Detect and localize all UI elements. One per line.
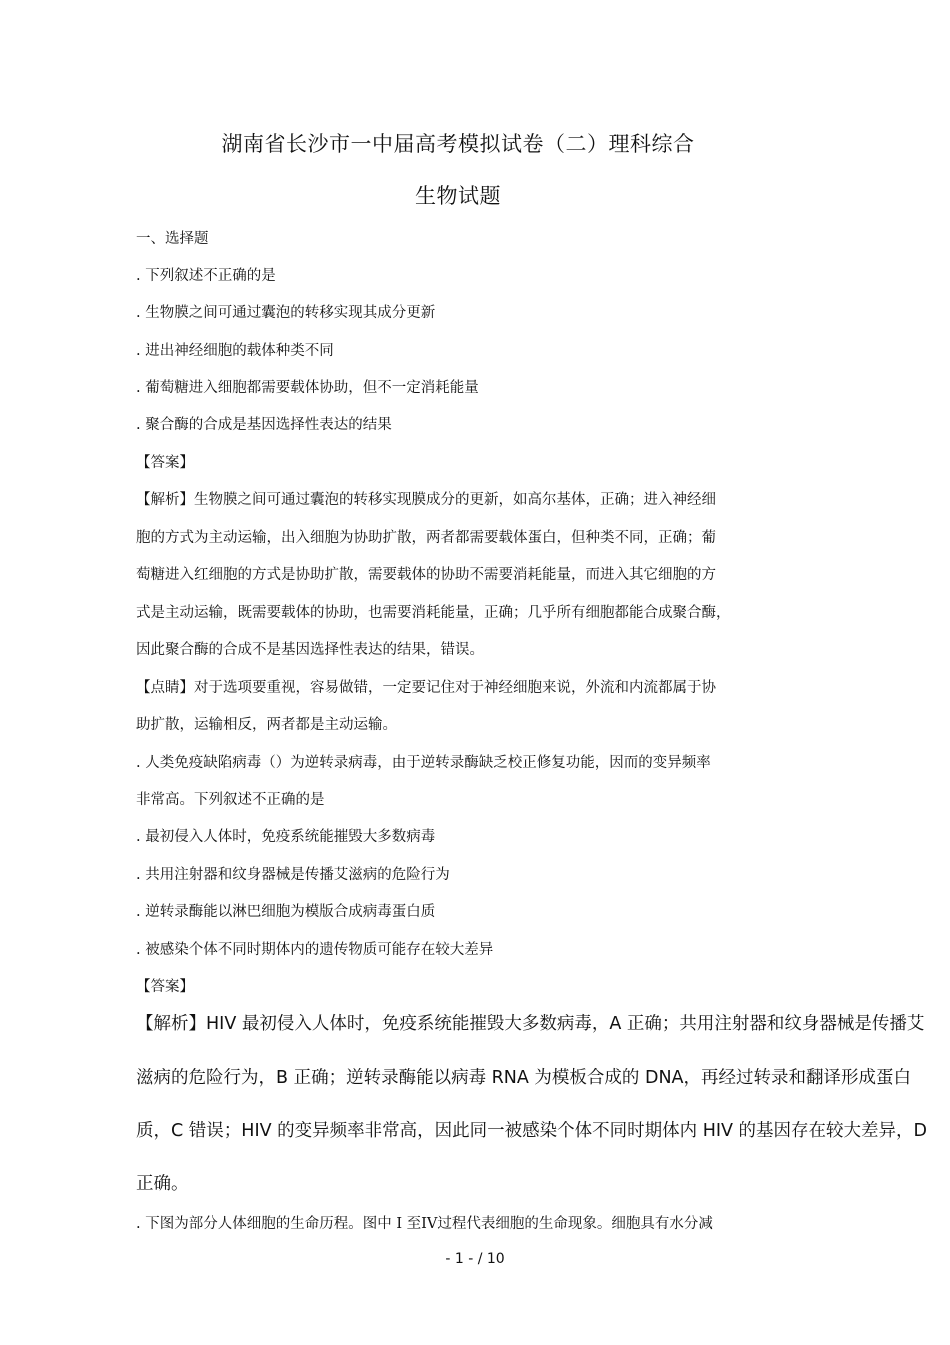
question-3-stem: . 下图为部分人体细胞的生命历程。图中 I 至IV过程代表细胞的生命现象。细胞具有水分减 [136, 1216, 713, 1232]
question-1-analysis: 【解析】生物膜之间可通过囊泡的转移实现膜成分的更新，如高尔基体，正确；进入神经细 [136, 492, 716, 508]
question-1-answer-label: 【答案】 [136, 455, 194, 471]
question-1-tip: 【点睛】对于选项要重视，容易做错，一定要记住对于神经细胞来说，外流和内流都属于协 [136, 680, 716, 696]
question-2-option: . 逆转录酶能以淋巴细胞为模版合成病毒蛋白质 [136, 904, 436, 920]
question-1-stem: . 下列叙述不正确的是 [136, 268, 276, 284]
question-1-option: . 葡萄糖进入细胞都需要载体协助，但不一定消耗能量 [136, 380, 479, 396]
question-1-option: . 进出神经细胞的载体种类不同 [136, 343, 334, 359]
question-1-option: . 生物膜之间可通过囊泡的转移实现其成分更新 [136, 305, 436, 321]
question-2-stem: 非常高。下列叙述不正确的是 [136, 792, 325, 808]
question-2-answer-label: 【答案】 [136, 979, 194, 995]
question-2-analysis: 【解析】HIV 最初侵入人体时，免疫系统能摧毁大多数病毒，A 正确；共用注射器和纹身器械是传播艾 [136, 1014, 925, 1034]
question-2-option: . 共用注射器和纹身器械是传播艾滋病的危险行为 [136, 867, 450, 883]
question-2-analysis: 滋病的危险行为，B 正确；逆转录酶能以病毒 RNA 为模板合成的 DNA，再经过转录和翻译形成蛋白 [136, 1068, 912, 1088]
page-title: 湖南省长沙市一中届高考模拟试卷（二）理科综合 [221, 132, 695, 156]
question-2-analysis: 正确。 [136, 1174, 189, 1194]
question-1-analysis: 萄糖进入红细胞的方式是协助扩散，需要载体的协助不需要消耗能量，而进入其它细胞的方 [136, 567, 716, 583]
page-subtitle: 生物试题 [415, 184, 501, 208]
question-1-option: . 聚合酶的合成是基因选择性表达的结果 [136, 417, 392, 433]
question-1-analysis: 胞的方式为主动运输，出入细胞为协助扩散，两者都需要载体蛋白，但种类不同，正确；葡 [136, 530, 716, 546]
question-2-option: . 被感染个体不同时期体内的遗传物质可能存在较大差异 [136, 942, 494, 958]
section-heading: 一、选择题 [136, 231, 209, 247]
question-1-analysis: 因此聚合酶的合成不是基因选择性表达的结果，错误。 [136, 642, 484, 658]
question-1-tip: 助扩散，运输相反，两者都是主动运输。 [136, 717, 397, 733]
question-2-analysis: 质，C 错误；HIV 的变异频率非常高，因此同一被感染个体不同时期体内 HIV 的基因存在较大差异，D [136, 1121, 928, 1141]
question-2-option: . 最初侵入人体时，免疫系统能摧毁大多数病毒 [136, 829, 436, 845]
question-1-analysis: 式是主动运输，既需要载体的协助，也需要消耗能量，正确；几乎所有细胞都能合成聚合酶， [136, 605, 731, 621]
question-2-stem: . 人类免疫缺陷病毒（）为逆转录病毒，由于逆转录酶缺乏校正修复功能，因而的变异频率 [136, 755, 711, 771]
page-number: - 1 - / 10 [445, 1251, 505, 1267]
